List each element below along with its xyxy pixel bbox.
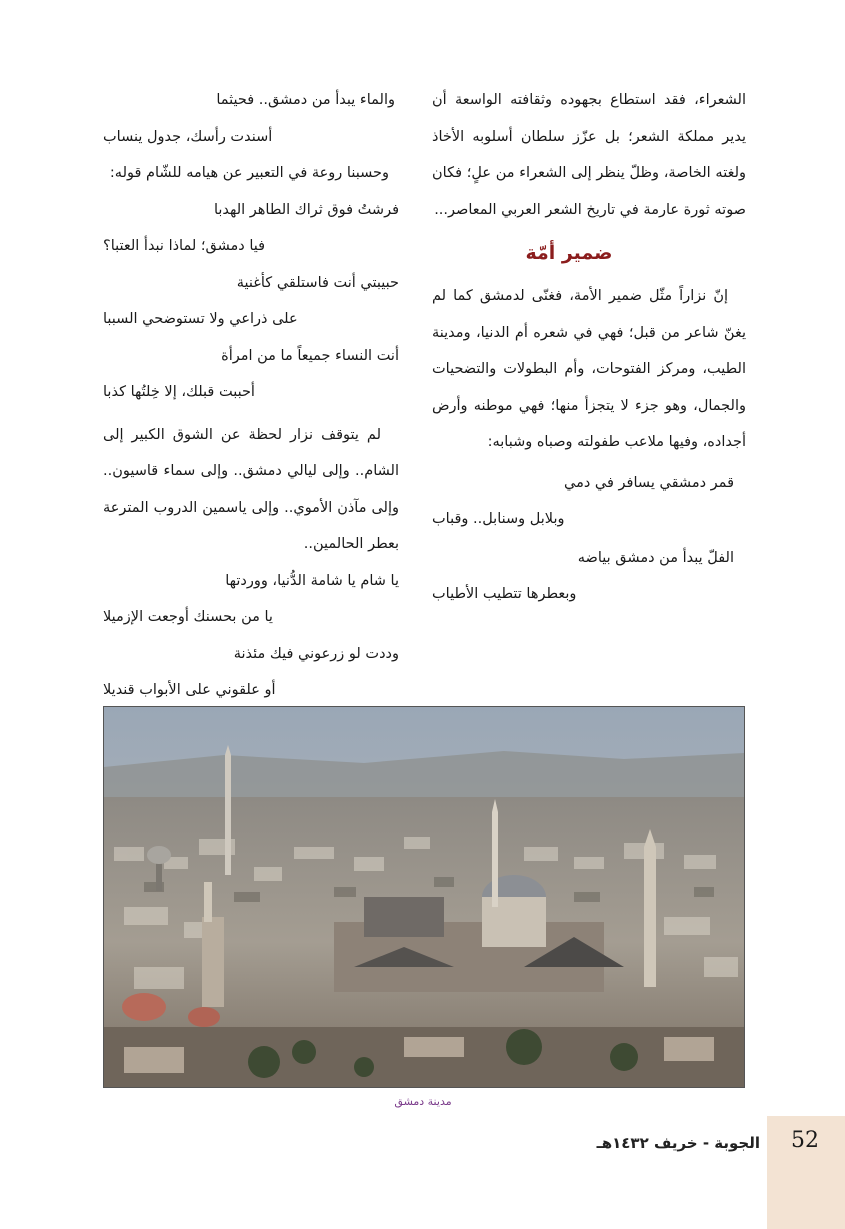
verse-line: فيا دمشق؛ لماذا نبدأ العتبا؟	[103, 238, 266, 254]
cityscape-image	[104, 707, 744, 1087]
verse-line: يا شام يا شامة الدُّنيا، ووردتها	[225, 572, 399, 589]
page-number: 52	[791, 1128, 819, 1153]
body-paragraph: لم يتوقف نزار لحظة عن الشوق الكبير إلى الشام.. وإلى ليالي دمشق.. وإلى سماء قاسيون.. وإلى مآذن الأموي.. وإلى ياسمين الدروب المترعة بعطر الحالمين..	[103, 426, 399, 552]
verse-line: وددت لو زرعوني فيك مئذنة	[233, 645, 399, 662]
body-paragraph: إنّ نزاراً مثّل ضمير الأمة، فغنّى لدمشق كما لم يغنّ شاعر من قبل؛ فهي في شعره أم الدنيا، ومدينة الطيب، ومركز الفتوحات، وأم البطولات والتضحيات والجمال، وهو جزء لا يتجزأ منها؛ فهي موطنه وأرض أجداده، وفيها ملاعب طفولته وصباه وشبابه:	[432, 288, 746, 450]
right-column	[432, 82, 746, 613]
damascus-photo	[103, 706, 745, 1088]
verse-line: حبيبتي أنت فاستلقي كأغنية	[236, 274, 399, 291]
magazine-issue: الجوبة - خريف ١٤٣٢هـ	[596, 1134, 760, 1152]
verse-line: فرشتُ فوق ثراك الطاهر الهدبا	[213, 201, 399, 218]
verse-line: أو علقوني على الأبواب قنديلا	[103, 682, 276, 698]
verse-line: والماء يبدأ من دمشق.. فحيثما	[216, 92, 395, 108]
verse-line: أسندت رأسك، جدول ينساب	[103, 128, 273, 145]
verse-line: وبلابل وسنابل.. وقباب	[432, 511, 565, 527]
verse-line: وبعطرها تتطيب الأطياب	[432, 586, 577, 602]
verse-line: قمر دمشقي يسافر في دمي	[564, 474, 734, 491]
verse-line: الفلّ يبدأ من دمشق بياضه	[577, 549, 734, 566]
verse-line: أنت النساء جميعاً ما من امرأة	[221, 347, 399, 364]
left-column	[103, 82, 399, 709]
verse-line: على ذراعي ولا تستوضحي السببا	[103, 311, 298, 327]
section-heading: ضمير أمّة	[525, 242, 613, 264]
verse-line: أحببت قبلك، إلا خِلتُها كذبا	[103, 384, 255, 400]
intro-paragraph: الشعراء، فقد استطاع بجهوده وثقافته الواسعة أن يدير مملكة الشعر؛ بل عزّز سلطان أسلوبه الأخاذ ولغته الخاصة، وظلّ ينظر إلى الشعراء من علٍ؛ فكان صوته ثورة عارمة في تاريخ الشعر العربي المعاصر...	[432, 92, 746, 218]
verse-line: يا من بحسنك أوجعت الإزميلا	[103, 609, 273, 625]
photo-caption: مدينة دمشق	[394, 1095, 452, 1108]
transition-line: وحسبنا روعة في التعبير عن هيامه للشّام قوله:	[109, 165, 389, 181]
